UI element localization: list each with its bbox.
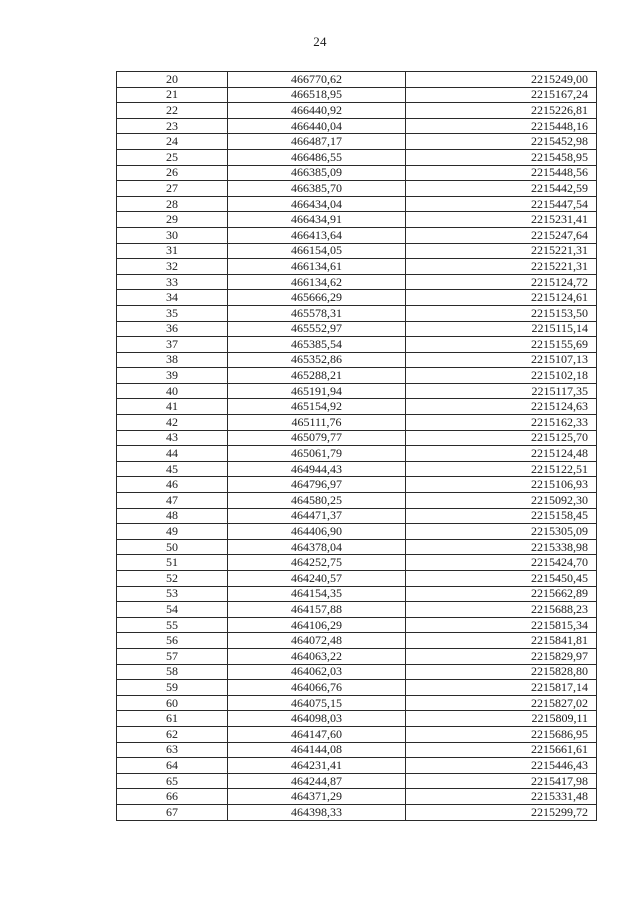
table-row — [117, 461, 597, 477]
y-coordinate-cell: 2215107,13 — [406, 352, 597, 368]
y-coordinate-cell: 2215299,72 — [406, 804, 597, 820]
x-coordinate-cell: 465079,77 — [228, 430, 406, 446]
point-number-cell: 27 — [117, 181, 228, 197]
y-coordinate-cell: 2215124,48 — [406, 446, 597, 462]
y-coordinate-cell: 2215417,98 — [406, 773, 597, 789]
x-coordinate-cell: 464240,57 — [228, 571, 406, 587]
x-coordinate-cell: 464796,97 — [228, 477, 406, 493]
y-coordinate-cell: 2215662,89 — [406, 586, 597, 602]
table-row — [117, 321, 597, 337]
table-row — [117, 72, 597, 88]
table-row — [117, 103, 597, 119]
y-coordinate-cell: 2215124,61 — [406, 290, 597, 306]
x-coordinate-cell: 466487,17 — [228, 134, 406, 150]
x-coordinate-cell: 466385,70 — [228, 181, 406, 197]
table-row — [117, 711, 597, 727]
x-coordinate-cell: 464154,35 — [228, 586, 406, 602]
table-row — [117, 87, 597, 103]
table-row — [117, 493, 597, 509]
x-coordinate-cell: 466518,95 — [228, 87, 406, 103]
x-coordinate-cell: 466486,55 — [228, 149, 406, 165]
y-coordinate-cell: 2215331,48 — [406, 789, 597, 805]
y-coordinate-cell: 2215115,14 — [406, 321, 597, 337]
table-row — [117, 352, 597, 368]
y-coordinate-cell: 2215155,69 — [406, 337, 597, 353]
table-row — [117, 633, 597, 649]
table-row — [117, 368, 597, 384]
y-coordinate-cell: 2215338,98 — [406, 539, 597, 555]
x-coordinate-cell: 466440,04 — [228, 118, 406, 134]
table-row — [117, 477, 597, 493]
point-number-cell: 60 — [117, 695, 228, 711]
table-row — [117, 415, 597, 431]
table-row — [117, 305, 597, 321]
x-coordinate-cell: 466434,91 — [228, 212, 406, 228]
point-number-cell: 67 — [117, 804, 228, 820]
x-coordinate-cell: 465552,97 — [228, 321, 406, 337]
table-row — [117, 259, 597, 275]
point-number-cell: 38 — [117, 352, 228, 368]
y-coordinate-cell: 2215829,97 — [406, 648, 597, 664]
y-coordinate-cell: 2215827,02 — [406, 695, 597, 711]
point-number-cell: 62 — [117, 726, 228, 742]
x-coordinate-cell: 465154,92 — [228, 399, 406, 415]
table-row — [117, 602, 597, 618]
x-coordinate-cell: 464580,25 — [228, 493, 406, 509]
x-coordinate-cell: 465578,31 — [228, 305, 406, 321]
y-coordinate-cell: 2215305,09 — [406, 524, 597, 540]
y-coordinate-cell: 2215221,31 — [406, 259, 597, 275]
table-row — [117, 586, 597, 602]
table-row — [117, 134, 597, 150]
x-coordinate-cell: 464072,48 — [228, 633, 406, 649]
point-number-cell: 64 — [117, 758, 228, 774]
point-number-cell: 43 — [117, 430, 228, 446]
x-coordinate-cell: 465111,76 — [228, 415, 406, 431]
table-row — [117, 227, 597, 243]
table-row — [117, 274, 597, 290]
point-number-cell: 66 — [117, 789, 228, 805]
y-coordinate-cell: 2215125,70 — [406, 430, 597, 446]
point-number-cell: 54 — [117, 602, 228, 618]
point-number-cell: 53 — [117, 586, 228, 602]
x-coordinate-cell: 466134,62 — [228, 274, 406, 290]
point-number-cell: 23 — [117, 118, 228, 134]
x-coordinate-cell: 464406,90 — [228, 524, 406, 540]
point-number-cell: 63 — [117, 742, 228, 758]
y-coordinate-cell: 2215162,33 — [406, 415, 597, 431]
point-number-cell: 61 — [117, 711, 228, 727]
point-number-cell: 44 — [117, 446, 228, 462]
table-row — [117, 524, 597, 540]
y-coordinate-cell: 2215226,81 — [406, 103, 597, 119]
y-coordinate-cell: 2215092,30 — [406, 493, 597, 509]
point-number-cell: 30 — [117, 227, 228, 243]
y-coordinate-cell: 2215106,93 — [406, 477, 597, 493]
table-row — [117, 664, 597, 680]
x-coordinate-cell: 465352,86 — [228, 352, 406, 368]
y-coordinate-cell: 2215688,23 — [406, 602, 597, 618]
x-coordinate-cell: 464066,76 — [228, 680, 406, 696]
point-number-cell: 20 — [117, 72, 228, 88]
y-coordinate-cell: 2215231,41 — [406, 212, 597, 228]
x-coordinate-cell: 464144,08 — [228, 742, 406, 758]
table-row — [117, 430, 597, 446]
x-coordinate-cell: 466413,64 — [228, 227, 406, 243]
point-number-cell: 33 — [117, 274, 228, 290]
table-row — [117, 804, 597, 820]
y-coordinate-cell: 2215686,95 — [406, 726, 597, 742]
y-coordinate-cell: 2215158,45 — [406, 508, 597, 524]
table-row — [117, 539, 597, 555]
x-coordinate-cell: 464063,22 — [228, 648, 406, 664]
y-coordinate-cell: 2215167,24 — [406, 87, 597, 103]
x-coordinate-cell: 466434,04 — [228, 196, 406, 212]
y-coordinate-cell: 2215247,64 — [406, 227, 597, 243]
table-row — [117, 742, 597, 758]
point-number-cell: 50 — [117, 539, 228, 555]
y-coordinate-cell: 2215424,70 — [406, 555, 597, 571]
table-row — [117, 773, 597, 789]
table-row — [117, 555, 597, 571]
point-number-cell: 59 — [117, 680, 228, 696]
point-number-cell: 32 — [117, 259, 228, 275]
y-coordinate-cell: 2215448,16 — [406, 118, 597, 134]
point-number-cell: 51 — [117, 555, 228, 571]
point-number-cell: 65 — [117, 773, 228, 789]
point-number-cell: 39 — [117, 368, 228, 384]
point-number-cell: 34 — [117, 290, 228, 306]
point-number-cell: 22 — [117, 103, 228, 119]
point-number-cell: 48 — [117, 508, 228, 524]
x-coordinate-cell: 464098,03 — [228, 711, 406, 727]
table-row — [117, 383, 597, 399]
y-coordinate-cell: 2215448,56 — [406, 165, 597, 181]
point-number-cell: 40 — [117, 383, 228, 399]
table-row — [117, 695, 597, 711]
table-row — [117, 508, 597, 524]
page-number: 24 — [313, 34, 327, 49]
table-row — [117, 337, 597, 353]
y-coordinate-cell: 2215153,50 — [406, 305, 597, 321]
x-coordinate-cell: 466770,62 — [228, 72, 406, 88]
y-coordinate-cell: 2215661,61 — [406, 742, 597, 758]
coordinates-table — [116, 71, 597, 821]
table-row — [117, 212, 597, 228]
point-number-cell: 28 — [117, 196, 228, 212]
point-number-cell: 47 — [117, 493, 228, 509]
point-number-cell: 29 — [117, 212, 228, 228]
point-number-cell: 41 — [117, 399, 228, 415]
y-coordinate-cell: 2215815,34 — [406, 617, 597, 633]
table-row — [117, 118, 597, 134]
point-number-cell: 37 — [117, 337, 228, 353]
point-number-cell: 24 — [117, 134, 228, 150]
x-coordinate-cell: 464157,88 — [228, 602, 406, 618]
table-row — [117, 181, 597, 197]
table-row — [117, 758, 597, 774]
x-coordinate-cell: 465288,21 — [228, 368, 406, 384]
y-coordinate-cell: 2215447,54 — [406, 196, 597, 212]
table-row — [117, 648, 597, 664]
x-coordinate-cell: 464378,04 — [228, 539, 406, 555]
y-coordinate-cell: 2215458,95 — [406, 149, 597, 165]
table-row — [117, 243, 597, 259]
x-coordinate-cell: 465385,54 — [228, 337, 406, 353]
x-coordinate-cell: 466134,61 — [228, 259, 406, 275]
y-coordinate-cell: 2215809,11 — [406, 711, 597, 727]
point-number-cell: 56 — [117, 633, 228, 649]
x-coordinate-cell: 464231,41 — [228, 758, 406, 774]
point-number-cell: 52 — [117, 571, 228, 587]
table-row — [117, 165, 597, 181]
point-number-cell: 21 — [117, 87, 228, 103]
y-coordinate-cell: 2215117,35 — [406, 383, 597, 399]
point-number-cell: 25 — [117, 149, 228, 165]
table-row — [117, 680, 597, 696]
x-coordinate-cell: 466154,05 — [228, 243, 406, 259]
point-number-cell: 42 — [117, 415, 228, 431]
point-number-cell: 46 — [117, 477, 228, 493]
x-coordinate-cell: 465191,94 — [228, 383, 406, 399]
table-row — [117, 571, 597, 587]
x-coordinate-cell: 464944,43 — [228, 461, 406, 477]
x-coordinate-cell: 464062,03 — [228, 664, 406, 680]
y-coordinate-cell: 2215817,14 — [406, 680, 597, 696]
y-coordinate-cell: 2215828,80 — [406, 664, 597, 680]
y-coordinate-cell: 2215452,98 — [406, 134, 597, 150]
x-coordinate-cell: 466440,92 — [228, 103, 406, 119]
point-number-cell: 31 — [117, 243, 228, 259]
y-coordinate-cell: 2215446,43 — [406, 758, 597, 774]
x-coordinate-cell: 465666,29 — [228, 290, 406, 306]
y-coordinate-cell: 2215124,72 — [406, 274, 597, 290]
table-row — [117, 789, 597, 805]
table-row — [117, 149, 597, 165]
point-number-cell: 36 — [117, 321, 228, 337]
x-coordinate-cell: 464398,33 — [228, 804, 406, 820]
point-number-cell: 49 — [117, 524, 228, 540]
point-number-cell: 57 — [117, 648, 228, 664]
table-row — [117, 446, 597, 462]
y-coordinate-cell: 2215221,31 — [406, 243, 597, 259]
coordinates-table-body — [117, 72, 597, 821]
x-coordinate-cell: 464244,87 — [228, 773, 406, 789]
table-row — [117, 617, 597, 633]
table-row — [117, 726, 597, 742]
y-coordinate-cell: 2215124,63 — [406, 399, 597, 415]
y-coordinate-cell: 2215442,59 — [406, 181, 597, 197]
table-row — [117, 399, 597, 415]
point-number-cell: 35 — [117, 305, 228, 321]
x-coordinate-cell: 464106,29 — [228, 617, 406, 633]
x-coordinate-cell: 464075,15 — [228, 695, 406, 711]
y-coordinate-cell: 2215122,51 — [406, 461, 597, 477]
x-coordinate-cell: 464252,75 — [228, 555, 406, 571]
y-coordinate-cell: 2215102,18 — [406, 368, 597, 384]
x-coordinate-cell: 465061,79 — [228, 446, 406, 462]
table-row — [117, 290, 597, 306]
x-coordinate-cell: 464147,60 — [228, 726, 406, 742]
point-number-cell: 55 — [117, 617, 228, 633]
x-coordinate-cell: 466385,09 — [228, 165, 406, 181]
point-number-cell: 58 — [117, 664, 228, 680]
y-coordinate-cell: 2215249,00 — [406, 72, 597, 88]
y-coordinate-cell: 2215841,81 — [406, 633, 597, 649]
table-row — [117, 196, 597, 212]
x-coordinate-cell: 464371,29 — [228, 789, 406, 805]
y-coordinate-cell: 2215450,45 — [406, 571, 597, 587]
point-number-cell: 26 — [117, 165, 228, 181]
x-coordinate-cell: 464471,37 — [228, 508, 406, 524]
point-number-cell: 45 — [117, 461, 228, 477]
